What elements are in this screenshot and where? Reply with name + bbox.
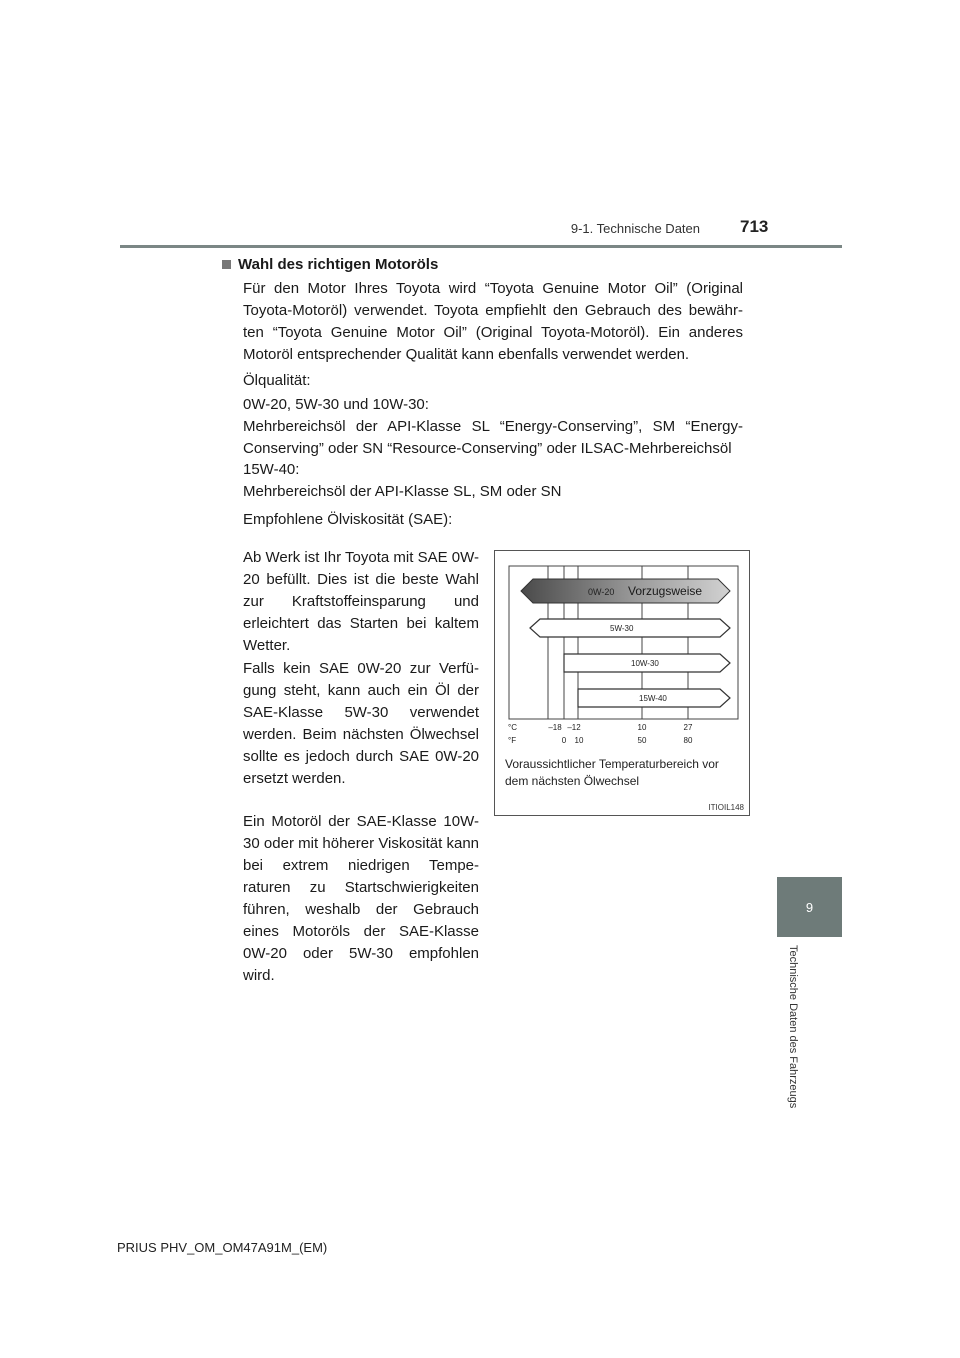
section-heading [222, 256, 438, 273]
bar-0w-20-label: 0W-20 [588, 587, 615, 597]
bar-5w-30-label: 5W-30 [610, 624, 634, 633]
tick-f-2: 10 [574, 736, 584, 745]
tick-c-3: 10 [637, 723, 647, 732]
grade-block-2 [243, 459, 743, 503]
figure-id: ITIOIL148 [708, 803, 744, 812]
page-number: 713 [740, 217, 769, 236]
footer-model-code: PRIUS PHV_OM_OM47A91M_(EM) [117, 1240, 328, 1255]
chapter-label-text: Technische Daten des Fahrzeugs [787, 945, 799, 1109]
chapter-tab[interactable] [777, 877, 842, 937]
grade-1-title: 0W-20, 5W-30 und 10W-30: [243, 396, 429, 413]
header-rule [120, 245, 842, 248]
tick-f-3: 50 [637, 736, 647, 745]
square-bullet-icon [222, 260, 231, 269]
viscosity-figure [494, 550, 750, 816]
grade-2-text: Mehrbereichsöl der API-Klasse SL, SM oder SN [243, 483, 562, 500]
bar-15w-40-label: 15W-40 [639, 694, 667, 703]
unit-fahrenheit: °F [508, 736, 517, 745]
chapter-number: 9 [805, 899, 814, 915]
tick-f-4: 80 [683, 736, 693, 745]
grade-block-1 [243, 394, 743, 460]
column-paragraph-3: Ein Motoröl der SAE-Klasse 10W-30 oder mit höherer Viskosität kann bei extrem niedrigen Tempe-raturen zu Startschwierigkeiten führen, weshalb der Gebrauch eines Motoröls der SAE-Klasse 0W-20 oder 5W-30 empfohlen wird. [243, 813, 479, 984]
section-heading-text: Wahl des richtigen Motoröls [238, 256, 439, 273]
chapter-label [782, 945, 804, 1135]
tick-f-1: 0 [561, 736, 567, 745]
temperature-range-caption: Voraussichtlicher Temperaturbereich vor dem nächsten Ölwechsel [505, 757, 719, 788]
column-paragraph-1: Ab Werk ist Ihr Toyota mit SAE 0W-20 befüllt. Dies ist die beste Wahl zur Kraftstoffeinsparung und erleichtert das Starten bei kaltem Wetter. [243, 549, 479, 654]
oil-quality-label: Ölqualität: [243, 372, 311, 389]
tick-c-4: 27 [683, 723, 693, 732]
column-paragraph-2: Falls kein SAE 0W-20 zur Verfü-gung steht, kann auch ein Öl der SAE-Klasse 5W-30 verwendet werden. Beim nächsten Ölwechsel sollte es jedoch durch SAE 0W-20 ersetzt werden. [243, 660, 479, 787]
grade-2-title: 15W-40: [243, 461, 300, 478]
viscosity-diagram [495, 551, 751, 751]
bar-0w-20-tag: Vorzugsweise [628, 584, 703, 598]
viscosity-label: Empfohlene Ölviskosität (SAE): [243, 511, 453, 528]
tick-c-2: –12 [567, 723, 581, 732]
header-section-title: 9-1. Technische Daten [570, 221, 700, 236]
bar-10w-30-label: 10W-30 [631, 659, 659, 668]
unit-celsius: °C [508, 723, 517, 732]
tick-c-1: –18 [548, 723, 562, 732]
intro-paragraph: Für den Motor Ihres Toyota wird “Toyota Genuine Motor Oil” (Original Toyota-Motoröl) verwendet. Toyota empfiehlt den Gebrauch des bewähr-ten “Toyota Genuine Motor Oil” (Original Toyota-Motoröl). Ein anderes Motoröl entsprechender Qualität kann ebenfalls verwendet werden. [243, 280, 743, 363]
grade-1-text: Mehrbereichsöl der API-Klasse SL “Energy-Conserving”, SM “Energy-Conserving” oder SN “Resource-Conserving” oder ILSAC-Mehrbereichsöl [243, 418, 743, 457]
